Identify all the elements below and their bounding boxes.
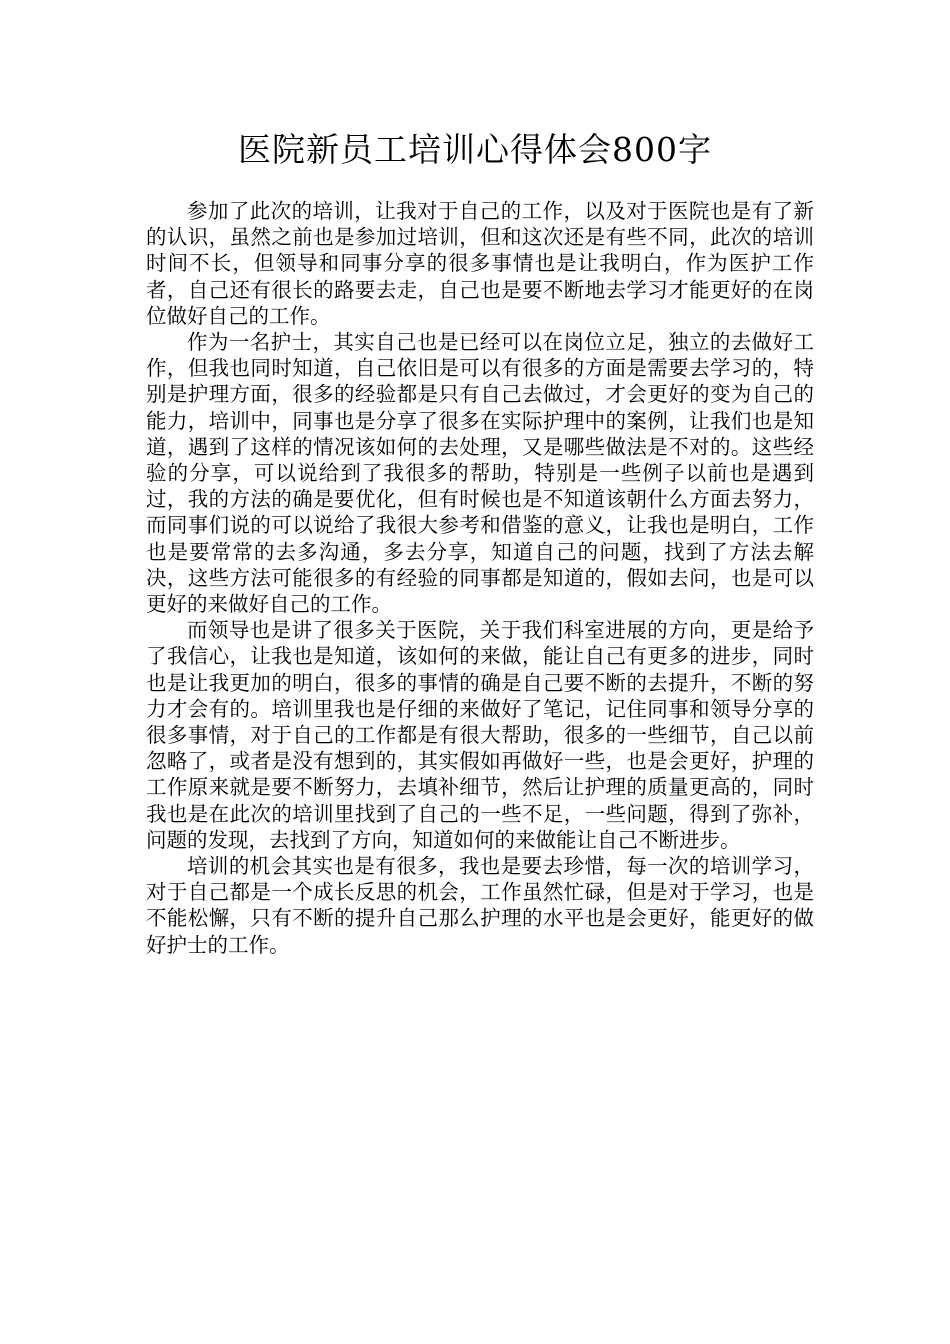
paragraph-2: 作为一名护士，其实自己也是已经可以在岗位立足，独立的去做好工作，但我也同时知道，自己依旧是可以有很多的方面是需要去学习的，特别是护理方面，很多的经验都是只有自己去做过，才会更好的变为自己的能力，培训中，同事也是分享了很多在实际护理中的案例，让我们也是知道，遇到了这样的情况该如何的去处理，又是哪些做法是不对的。这些经验的分享，可以说给到了我很多的帮助，特别是一些例子以前也是遇到过，我的方法的确是要优化，但有时候也是不知道该朝什么方面去努力，而同事们说的可以说给了我很大参考和借鉴的意义，让我也是明白，工作也是要常常的去多沟通，多去分享，知道自己的问题，找到了方法去解决，这些方法可能很多的有经验的同事都是知道的，假如去问，也是可以更好的来做好自己的工作。 [146,330,814,617]
document-title: 医院新员工培训心得体会800字 [238,130,712,169]
paragraph-3: 而领导也是讲了很多关于医院，关于我们科室进展的方向，更是给予了我信心，让我也是知道，该如何的来做，能让自己有更多的进步，同时也是让我更加的明白，很多的事情的确是自己要不断的去提升，不断的努力才会有的。培训里我也是仔细的来做好了笔记，记住同事和领导分享的很多事情，对于自己的工作都是有很大帮助，很多的一些细节，自己以前忽略了，或者是没有想到的，其实假如再做好一些，也是会更好，护理的工作原来就是要不断努力，去填补细节，然后让护理的质量更高的，同时我也是在此次的培训里找到了自己的一些不足，一些问题，得到了弥补，问题的发现，去找到了方向，知道如何的来做能让自己不断进步。 [146,618,814,852]
paragraph-4: 培训的机会其实也是有很多，我也是要去珍惜，每一次的培训学习，对于自己都是一个成长反思的机会，工作虽然忙碌，但是对于学习，也是不能松懈，只有不断的提升自己那么护理的水平也是会更好，能更好的做好护士的工作。 [146,854,814,957]
paragraph-1: 参加了此次的培训，让我对于自己的工作，以及对于医院也是有了新的认识，虽然之前也是参加过培训，但和这次还是有些不同，此次的培训时间不长，但领导和同事分享的很多事情也是让我明白，作为医护工作者，自己还有很长的路要去走，自己也是要不断地去学习才能更好的在岗位做好自己的工作。 [146,199,814,328]
document-body [146,198,814,958]
